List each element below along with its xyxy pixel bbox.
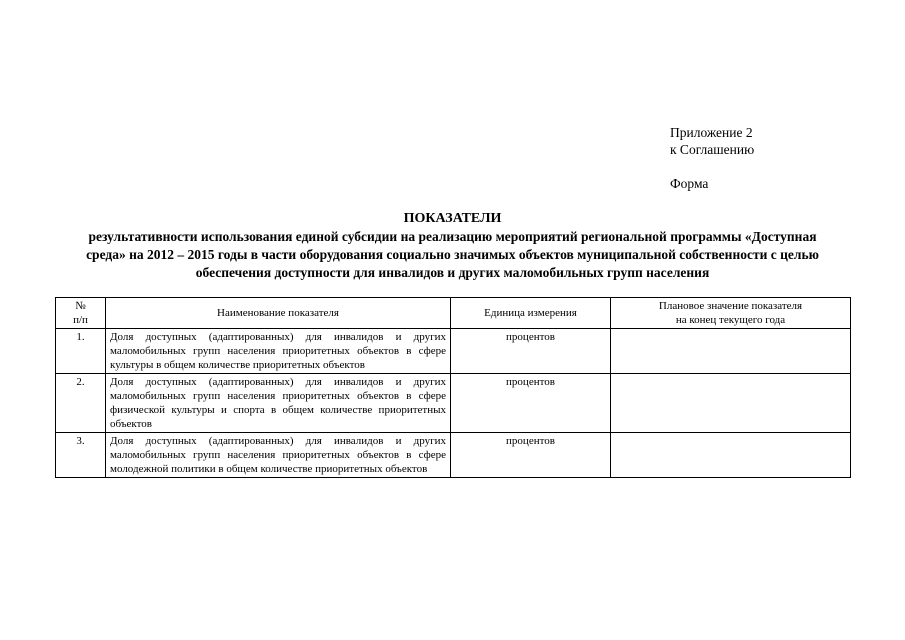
document-heading bbox=[55, 210, 850, 282]
appendix-number: Приложение 2 bbox=[670, 125, 753, 140]
row-unit: процентов bbox=[451, 329, 611, 374]
document-title: ПОКАЗАТЕЛИ bbox=[403, 211, 502, 226]
appendix-block bbox=[670, 124, 754, 192]
row-unit: процентов bbox=[451, 374, 611, 433]
row-indicator-name: Доля доступных (адаптированных) для инвалидов и других маломобильных групп населения приоритетных объектов в сфере физической культуры и спорта в общем количестве приоритетных объектов bbox=[106, 374, 451, 433]
header-number-line1: № bbox=[75, 300, 86, 312]
header-indicator-name: Наименование показателя bbox=[106, 298, 451, 329]
table-row bbox=[56, 329, 851, 374]
header-unit: Единица измерения bbox=[451, 298, 611, 329]
row-number: 1. bbox=[56, 329, 106, 374]
row-planned-value bbox=[611, 329, 851, 374]
row-planned-value bbox=[611, 433, 851, 478]
form-label: Форма bbox=[670, 176, 709, 191]
row-planned-value bbox=[611, 374, 851, 433]
header-number bbox=[56, 298, 106, 329]
header-planned-value bbox=[611, 298, 851, 329]
header-planned-line2: на конец текущего года bbox=[675, 314, 786, 326]
appendix-reference: к Соглашению bbox=[670, 142, 755, 157]
row-unit: процентов bbox=[451, 433, 611, 478]
heading-line-1: результативности использования единой субсидии на реализацию мероприятий региональной программы «Доступная bbox=[88, 229, 817, 244]
table-row bbox=[56, 433, 851, 478]
row-indicator-name: Доля доступных (адаптированных) для инвалидов и других маломобильных групп населения приоритетных объектов в сфере молодежной политики в общем количестве приоритетных объектов bbox=[106, 433, 451, 478]
row-number: 3. bbox=[56, 433, 106, 478]
heading-line-3: обеспечения доступности для инвалидов и других маломобильных групп населения bbox=[195, 265, 710, 280]
table-row bbox=[56, 374, 851, 433]
row-indicator-name: Доля доступных (адаптированных) для инвалидов и других маломобильных групп населения приоритетных объектов в сфере культуры в общем количестве приоритетных объектов bbox=[106, 329, 451, 374]
table-header-row bbox=[56, 298, 851, 329]
header-number-line2: п/п bbox=[73, 314, 88, 326]
heading-line-2: среда» на 2012 – 2015 годы в части оборудования социально значимых объектов муниципальной собственности с целью bbox=[86, 247, 819, 262]
row-number: 2. bbox=[56, 374, 106, 433]
header-planned-line1: Плановое значение показателя bbox=[658, 300, 803, 312]
indicators-table bbox=[55, 297, 851, 478]
